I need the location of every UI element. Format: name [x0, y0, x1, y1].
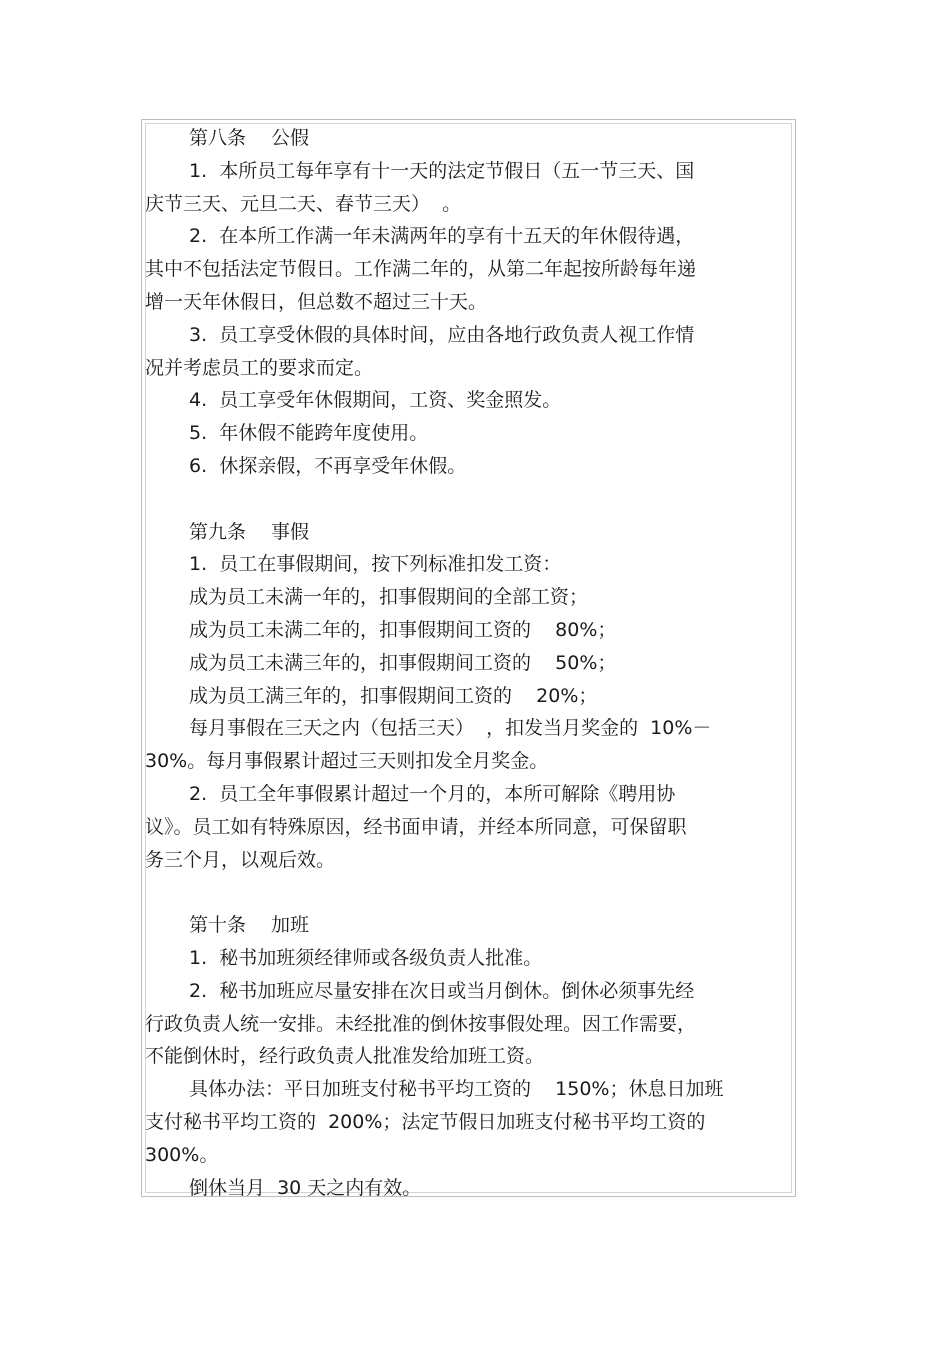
article-9-line-8: 2. 员工全年事假累计超过一个月的，本所可解除《聘用协 [189, 782, 676, 805]
article-10-line-8: 倒休当月 30 天之内有效。 [189, 1176, 422, 1199]
article-9-line-5: 成为员工满三年的，扣事假期间工资的 20%； [189, 684, 598, 707]
article-8-line-4: 其中不包括法定节假日。工作满二年的，从第二年起按所龄每年递 [145, 258, 697, 281]
article-10-line-1: 1. 秘书加班须经律师或各级负责人批准。 [189, 946, 543, 969]
article-9-line-4: 成为员工未满三年的，扣事假期间工资的 50%； [189, 651, 617, 674]
article-9-line-6: 每月事假在三天之内（包括三天） ，扣发当月奖金的 10%－ [189, 717, 712, 740]
article-9-line-1: 1. 员工在事假期间，按下列标准扣发工资： [189, 553, 562, 576]
article-heading-9: 第九条 事假 [189, 520, 310, 543]
article-9-line-7: 30%。每月事假累计超过三天则扣发全月奖金。 [145, 750, 549, 773]
article-9-line-10: 务三个月，以观后效。 [145, 848, 336, 871]
article-8-line-3: 2. 在本所工作满一年未满两年的享有十五天的年休假待遇， [189, 225, 695, 248]
article-8-line-7: 况并考虑员工的要求而定。 [145, 356, 374, 379]
article-8-line-5: 增一天年休假日，但总数不超过三十天。 [145, 290, 488, 313]
article-10-line-7: 300%。 [145, 1143, 219, 1166]
article-10-line-3: 行政负责人统一安排。未经批准的倒休按事假处理。因工作需要， [145, 1012, 697, 1035]
article-8-line-2: 庆节三天、元旦二天、春节三天） 。 [145, 192, 462, 215]
article-10-line-6: 支付秘书平均工资的 200%；法定节假日加班支付秘书平均工资的 [145, 1110, 706, 1133]
article-8-line-8: 4. 员工享受年休假期间，工资、奖金照发。 [189, 389, 562, 412]
section-spacer [145, 876, 795, 909]
article-9-line-2: 成为员工未满一年的，扣事假期间的全部工资； [189, 586, 589, 609]
document-body [145, 122, 795, 1204]
article-8-line-10: 6. 休探亲假，不再享受年休假。 [189, 454, 467, 477]
article-8-line-6: 3. 员工享受休假的具体时间，应由各地行政负责人视工作情 [189, 323, 695, 346]
article-10-line-4: 不能倒休时，经行政负责人批准发给加班工资。 [145, 1045, 545, 1068]
article-9-line-9: 议》。员工如有特殊原因，经书面申请，并经本所同意，可保留职 [145, 815, 687, 838]
article-8-line-9: 5. 年休假不能跨年度使用。 [189, 422, 429, 445]
article-10-line-2: 2. 秘书加班应尽量安排在次日或当月倒休。倒休必须事先经 [189, 979, 695, 1002]
article-heading-10: 第十条 加班 [189, 914, 310, 937]
article-10-line-5: 具体办法：平日加班支付秘书平均工资的 150%；休息日加班 [189, 1078, 724, 1101]
section-spacer [145, 483, 795, 516]
article-8-line-1: 1. 本所员工每年享有十一天的法定节假日（五一节三天、国 [189, 159, 695, 182]
article-9-line-3: 成为员工未满二年的，扣事假期间工资的 80%； [189, 618, 617, 641]
article-heading-8: 第八条 公假 [189, 127, 310, 149]
